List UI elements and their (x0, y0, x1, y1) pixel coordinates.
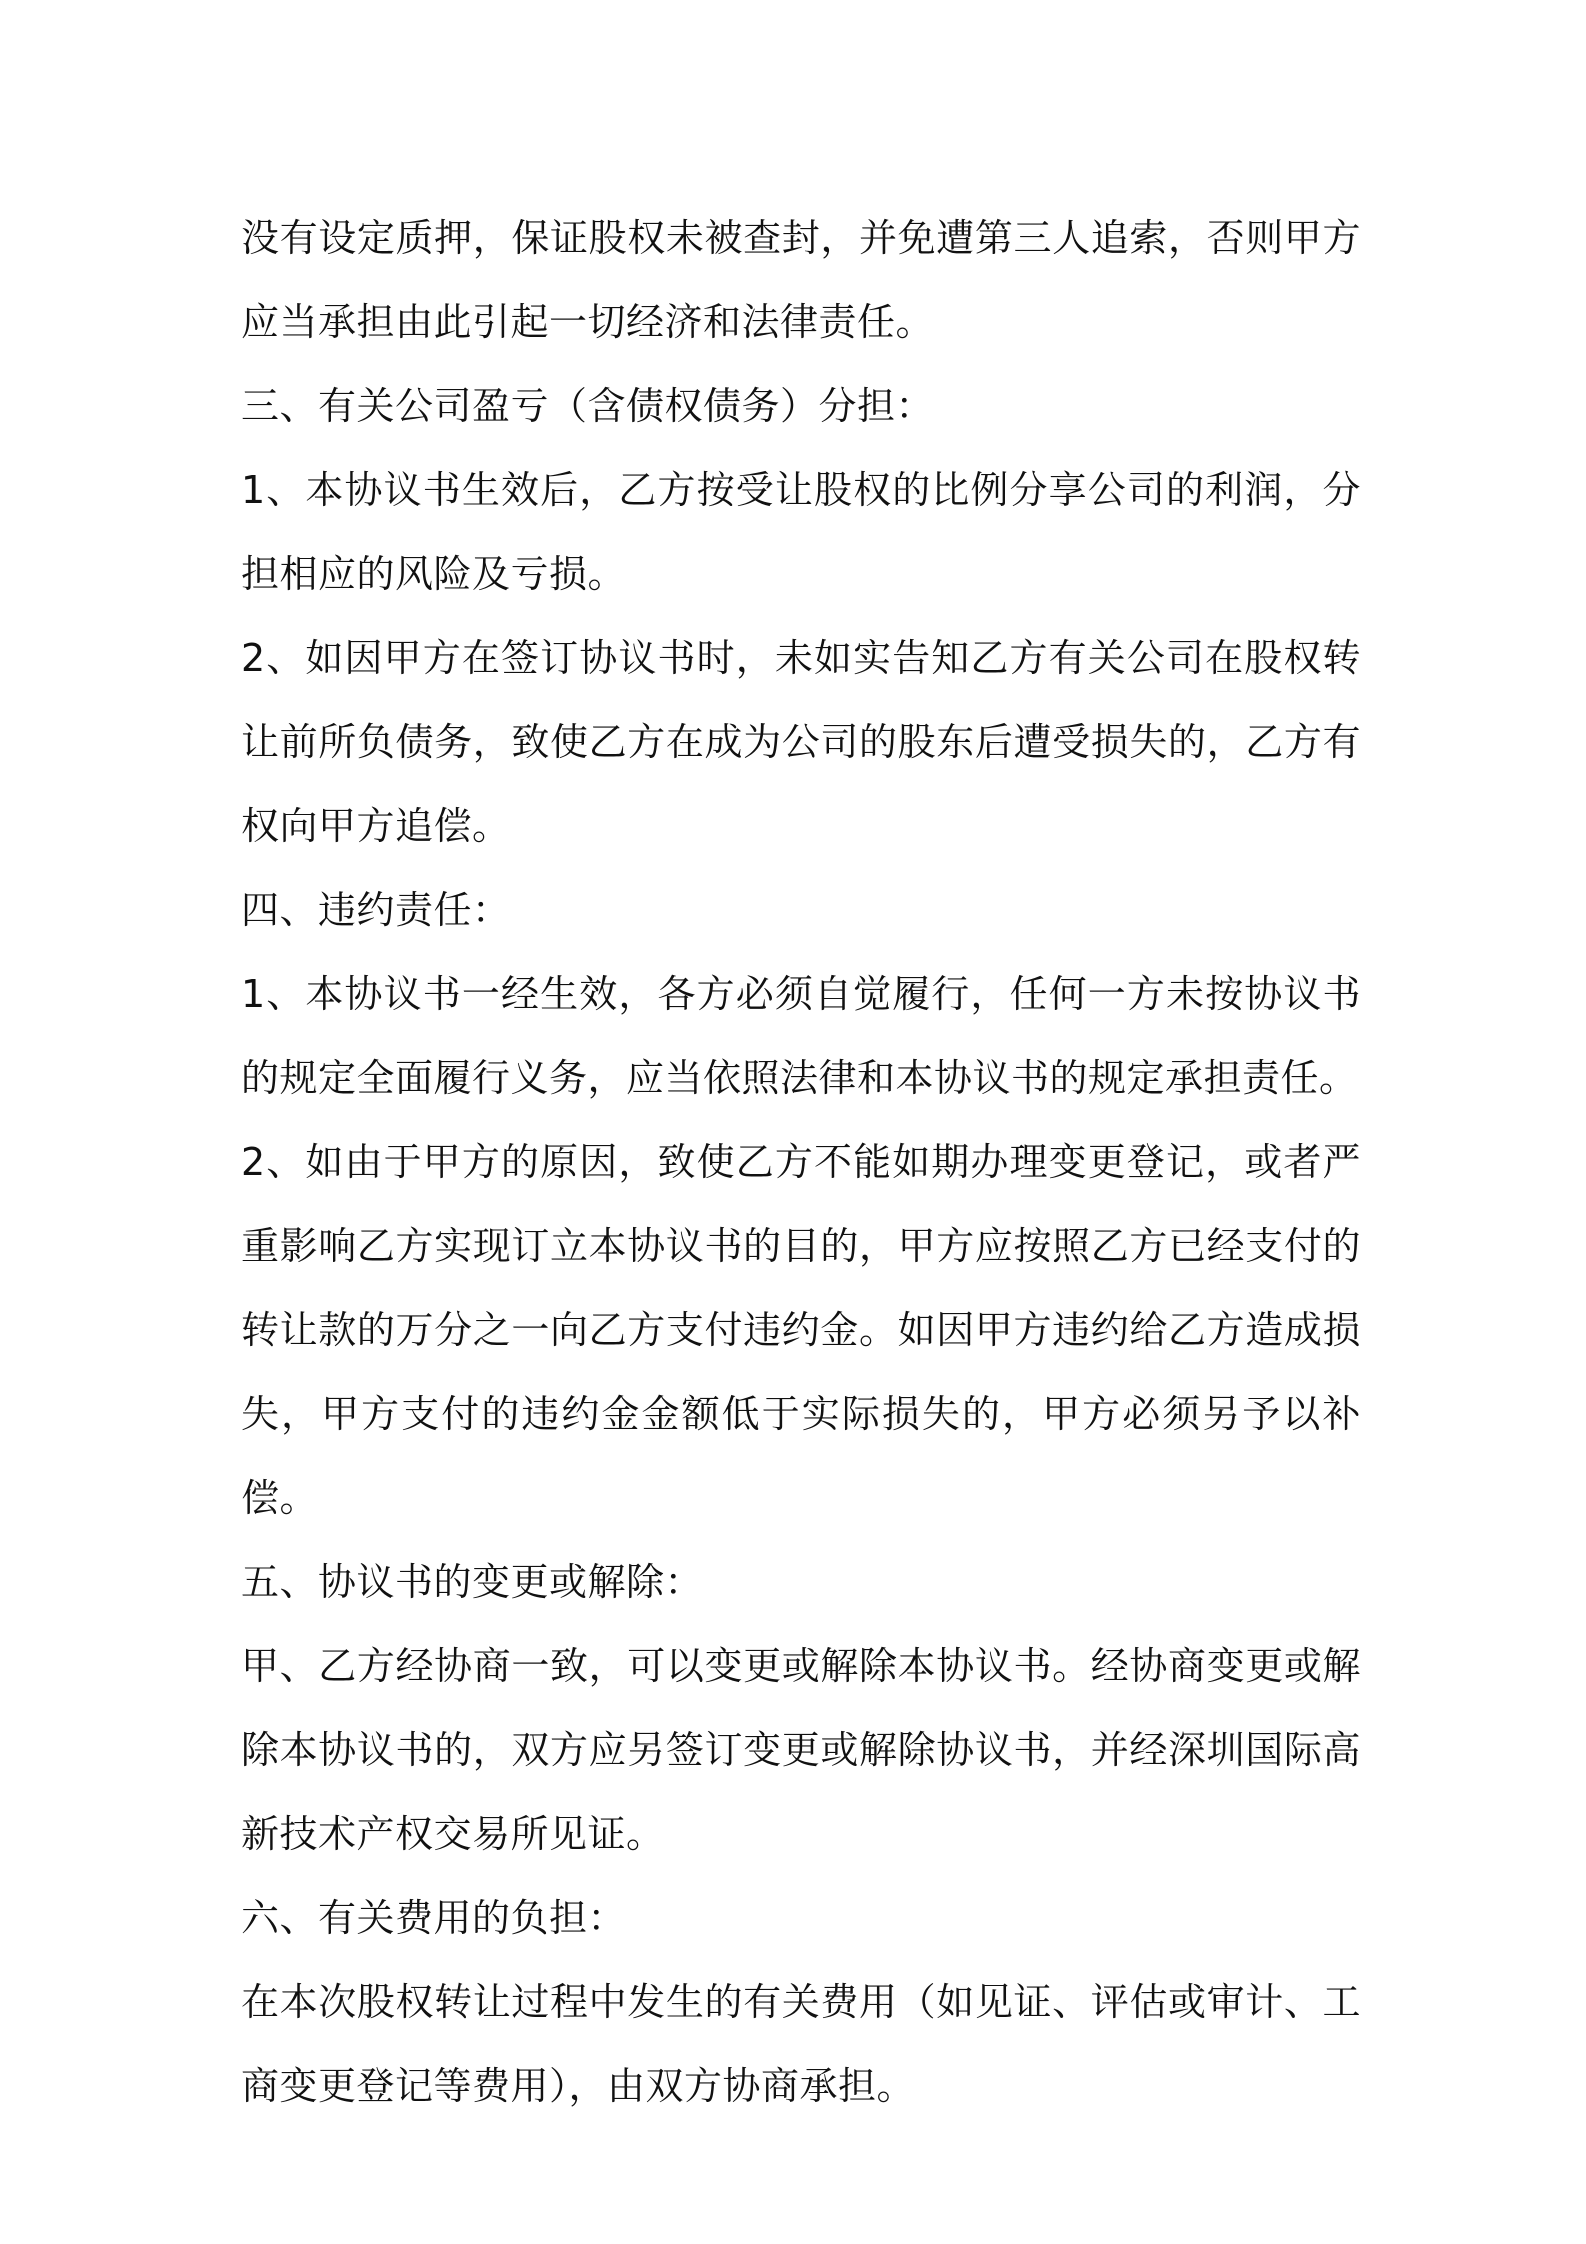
clause-performance-obligation: 1、本协议书一经生效，各方必须自觉履行，任何一方未按协议书的规定全面履行义务，应当依照法律和本协议书的规定承担责任。 (241, 972, 1361, 1100)
clause-undisclosed-debt: 2、如因甲方在签订协议书时，未如实告知乙方有关公司在股权转让前所负债务，致使乙方在成为公司的股东后遭受损失的，乙方有权向甲方追偿。 (241, 636, 1361, 848)
document-body (241, 196, 1361, 2128)
section-heading-profit-loss: 三、有关公司盈亏（含债权债务）分担： (241, 384, 935, 428)
section-heading-amendment-termination: 五、协议书的变更或解除： (241, 1560, 704, 1604)
section-heading-breach-liability: 四、违约责任： (241, 888, 511, 932)
paragraph-pledge-guarantee: 没有设定质押，保证股权未被查封，并免遭第三人追索，否则甲方应当承担由此引起一切经济和法律责任。 (241, 216, 1361, 344)
section-heading-expenses: 六、有关费用的负担： (241, 1896, 627, 1940)
clause-amendment: 甲、乙方经协商一致，可以变更或解除本协议书。经协商变更或解除本协议书的，双方应另签订变更或解除协议书，并经深圳国际高新技术产权交易所见证。 (241, 1644, 1361, 1856)
clause-profit-sharing: 1、本协议书生效后，乙方按受让股权的比例分享公司的利润，分担相应的风险及亏损。 (241, 468, 1361, 596)
clause-penalty: 2、如由于甲方的原因，致使乙方不能如期办理变更登记，或者严重影响乙方实现订立本协议书的目的，甲方应按照乙方已经支付的转让款的万分之一向乙方支付违约金。如因甲方违约给乙方造成损失，甲方支付的违约金金额低于实际损失的，甲方必须另予以补偿。 (241, 1140, 1361, 1520)
clause-expenses: 在本次股权转让过程中发生的有关费用（如见证、评估或审计、工商变更登记等费用），由双方协商承担。 (241, 1980, 1361, 2108)
